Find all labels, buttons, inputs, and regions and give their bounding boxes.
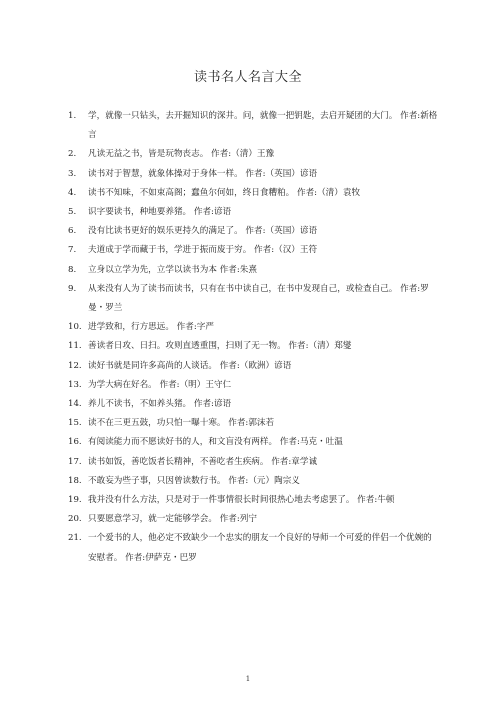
- list-item: [68, 337, 438, 356]
- quote-text: 进学致和，行方思远。 作者:字严: [88, 322, 214, 333]
- list-item: [68, 357, 438, 376]
- item-number: 6.: [68, 226, 77, 237]
- list-item: [68, 203, 438, 222]
- item-number: 9.: [68, 283, 77, 294]
- list-item: [68, 165, 438, 184]
- item-number: 1.: [68, 111, 77, 121]
- quote-list: [68, 107, 438, 568]
- list-item: [68, 222, 438, 241]
- item-number: 4.: [68, 187, 77, 198]
- quote-text: 读不在三更五鼓，功只怕一曝十寒。 作者:郭沫若: [88, 418, 275, 429]
- quote-text: 凡读无益之书，皆是玩物丧志。 作者:（清）王豫: [88, 149, 275, 160]
- list-item: [68, 280, 438, 318]
- item-number: 16.: [68, 437, 82, 448]
- item-number: 17.: [68, 456, 82, 467]
- item-number: 8.: [68, 264, 77, 275]
- document-title: 读书名人名言大全: [193, 70, 302, 85]
- page-number: 1: [245, 675, 251, 683]
- quote-text: 有阅读能力而不愿读好书的人，和文盲没有两样。 作者:马克・吐温: [88, 437, 343, 448]
- list-item: [68, 107, 438, 145]
- quote-text: 学，就像一只钻头，去开掘知识的深井。问，就像一把钥匙，去启开疑团的大门。 作者:新格言: [88, 111, 438, 141]
- item-number: 7.: [68, 245, 77, 256]
- quote-text: 一个爱书的人，他必定不致缺少一个忠实的朋友一个良好的导师一个可爱的伴侣一个优婉的安慰者。 作者:伊萨克・巴罗: [88, 533, 432, 563]
- quote-text: 我并没有什么方法，只是对于一件事情很长时间很热心地去考虑罢了。 作者:牛顿: [88, 495, 395, 506]
- list-item: [68, 145, 438, 164]
- quote-text: 夫道成于学而藏于书，学进于振而废于穷。 作者:（汉）王符: [88, 245, 318, 256]
- list-item: [68, 318, 438, 337]
- item-number: 15.: [68, 418, 82, 429]
- item-number: 12.: [68, 360, 82, 371]
- list-item: [68, 472, 438, 491]
- quote-text: 只要愿意学习，就一定能够学会。 作者:列宁: [88, 514, 257, 525]
- item-number: 18.: [68, 475, 82, 486]
- list-item: [68, 395, 438, 414]
- list-item: [68, 376, 438, 395]
- item-number: 13.: [68, 379, 82, 390]
- quote-text: 读书不知味，不如束高阁；蠢鱼尔何如，终日食糟粕。 作者:（清）袁牧: [88, 187, 361, 198]
- quote-text: 读好书就是同许多高尚的人谈话。 作者:（欧洲）谚语: [88, 360, 292, 371]
- quote-text: 为学大病在好名。 作者:（明）王守仁: [88, 379, 232, 390]
- quote-text: 读书如饭，善吃饭者长精神，不善吃者生疾病。 作者:章学诚: [88, 456, 318, 467]
- quote-text: 从来没有人为了读书而读书，只有在书中读自己，在书中发现自己，或检查自己。 作者:罗曼・罗兰: [88, 283, 429, 314]
- item-number: 20.: [68, 514, 82, 525]
- list-item: [68, 184, 438, 203]
- list-item: [68, 491, 438, 510]
- quote-text: 没有比读书更好的娱乐更持久的满足了。 作者:（英国）谚语: [88, 226, 318, 237]
- item-number: 11.: [68, 341, 82, 352]
- list-item: [68, 510, 438, 529]
- quote-text: 不敢妄为些子事，只因曾读数行书。 作者:（元）陶宗义: [88, 475, 300, 486]
- list-item: [68, 529, 438, 567]
- list-item: [68, 241, 438, 260]
- list-item: [68, 414, 438, 433]
- item-number: 3.: [68, 168, 77, 179]
- quote-text: 读书对于智慧，就象体操对于身体一样。 作者:（英国）谚语: [88, 168, 318, 179]
- item-number: 10.: [68, 322, 82, 333]
- item-number: 19.: [68, 495, 82, 506]
- quote-text: 善读者日攻、日扫。攻则直透重围，扫则了无一物。 作者:（清）郑燮: [88, 341, 352, 352]
- item-number: 14.: [68, 399, 82, 410]
- quote-text: 养儿不读书，不如养头猪。 作者:谚语: [88, 399, 232, 410]
- item-number: 5.: [68, 207, 77, 218]
- item-number: 21.: [68, 533, 82, 544]
- quote-text: 立身以立学为先，立学以读书为本 作者:朱熹: [88, 264, 257, 275]
- list-item: [68, 433, 438, 452]
- quote-text: 识字要读书，种地要养猪。 作者:谚语: [88, 207, 232, 218]
- list-item: [68, 261, 438, 280]
- list-item: [68, 453, 438, 472]
- item-number: 2.: [68, 149, 77, 160]
